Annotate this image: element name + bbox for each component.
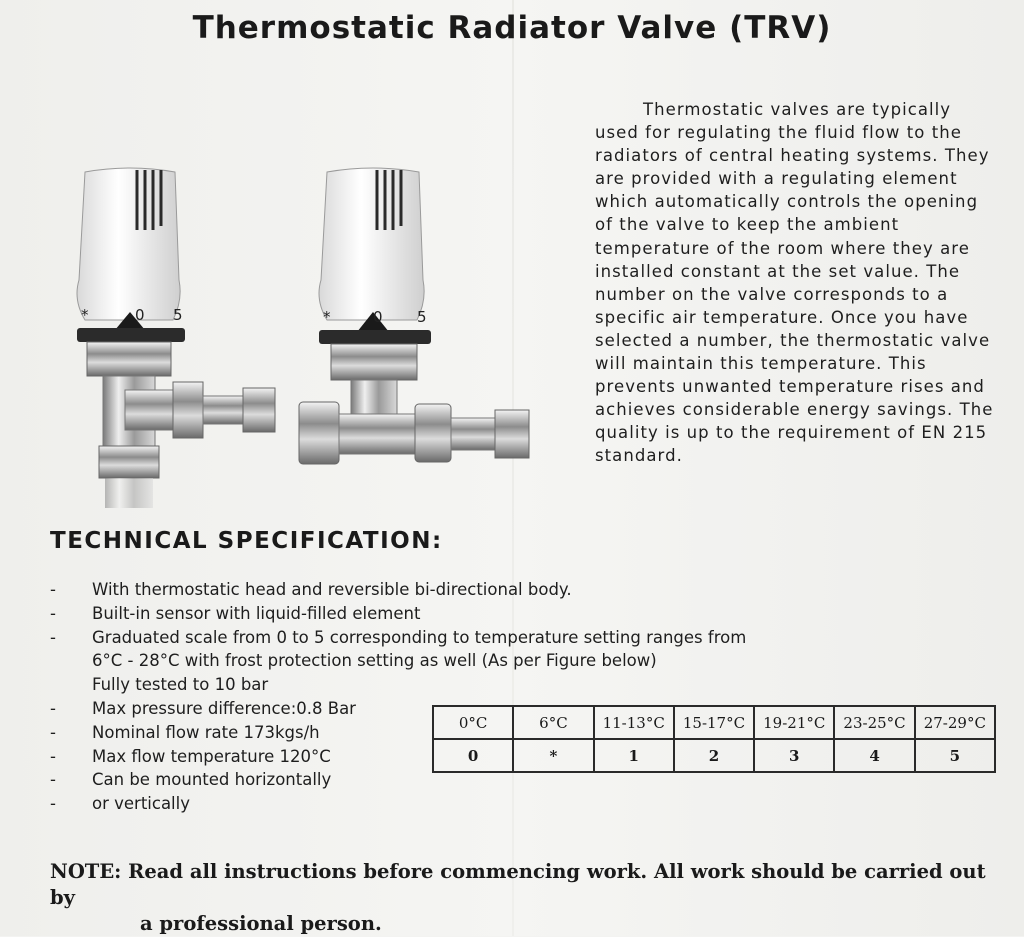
spec-dash: - (50, 794, 56, 814)
spec-text: 6°C - 28°C with frost protection setting as well (As per Figure below) (92, 651, 657, 671)
temp-cell: 19-21°C (754, 706, 834, 739)
spec-dash (50, 673, 92, 697)
spec-text: With thermostatic head and reversible bi-directional body. (92, 580, 572, 599)
spec-heading: TECHNICAL SPECIFICATION: (50, 528, 443, 554)
setting-row (433, 739, 995, 772)
angled-valve (77, 168, 275, 508)
spec-text: Built-in sensor with liquid-filled element (92, 603, 421, 623)
page-title: Thermostatic Radiator Valve (TRV) (192, 10, 832, 46)
valve-scale-right-frost: * (323, 308, 331, 326)
note-line-2: a professional person. (140, 912, 382, 935)
valve-scale-left-frost: * (81, 306, 89, 324)
temp-cell: 0°C (433, 706, 513, 739)
spec-dash: - (50, 746, 56, 766)
valve-scale-right-five: 5 (417, 308, 427, 326)
temp-cell: 15-17°C (674, 706, 754, 739)
spec-item (50, 792, 830, 816)
setting-cell: 1 (594, 739, 674, 772)
spec-text: Max pressure difference:0.8 Bar (92, 698, 356, 718)
temp-cell: 6°C (513, 706, 593, 739)
valve-photo (55, 160, 555, 510)
spec-text: Graduated scale from 0 to 5 corresponding to temperature setting ranges from (92, 627, 747, 647)
spec-item (50, 626, 830, 650)
temp-cell: 11-13°C (594, 706, 674, 739)
temperature-table (432, 705, 996, 773)
spec-text: Fully tested to 10 bar (92, 675, 269, 695)
spec-item (50, 649, 830, 673)
spec-dash: - (50, 627, 56, 647)
setting-cell: 5 (915, 739, 995, 772)
spec-text: Max flow temperature 120°C (92, 746, 331, 766)
spec-list (50, 578, 830, 816)
note (50, 859, 1000, 937)
spec-dash: - (50, 580, 56, 599)
spec-dash: - (50, 698, 56, 718)
valve-scale-left-five: 5 (173, 306, 183, 324)
setting-cell: * (513, 739, 593, 772)
spec-dash (50, 649, 92, 673)
setting-cell: 4 (834, 739, 914, 772)
spec-text: or vertically (92, 794, 190, 814)
spec-item (50, 673, 830, 697)
description-text: Thermostatic valves are typically used for regulating the fluid flow to the radiators of central heating systems. They are provided with a regulating element which automatically controls the opening of the valve to keep the ambient temperature of the room where they are installed constant at the set value. The number on the valve corresponds to a specific air temperature. Once you have selected a number, the thermostatic valve will maintain this temperature. This prevents unwanted temperature rises and achieves considerable energy savings. The quality is up to the requirement of EN 215 standard. (595, 100, 994, 466)
spec-text: Can be mounted horizontally (92, 770, 332, 790)
note-line-1: NOTE: Read all instructions before commencing work. All work should be carried out by (50, 860, 986, 909)
temp-cell: 23-25°C (834, 706, 914, 739)
spec-dash: - (50, 770, 56, 790)
temperature-row (433, 706, 995, 739)
setting-cell: 0 (433, 739, 513, 772)
spec-dash: - (50, 722, 56, 742)
spec-item (50, 578, 830, 602)
temp-cell: 27-29°C (915, 706, 995, 739)
straight-valve (299, 168, 529, 464)
valve-scale-right-zero: 0 (373, 308, 383, 326)
setting-cell: 2 (674, 739, 754, 772)
spec-text: Nominal flow rate 173kgs/h (92, 722, 320, 742)
spec-item (50, 602, 830, 626)
valve-scale-left-zero: 0 (135, 306, 145, 324)
spec-dash: - (50, 603, 56, 623)
setting-cell: 3 (754, 739, 834, 772)
description-paragraph (595, 98, 1000, 468)
